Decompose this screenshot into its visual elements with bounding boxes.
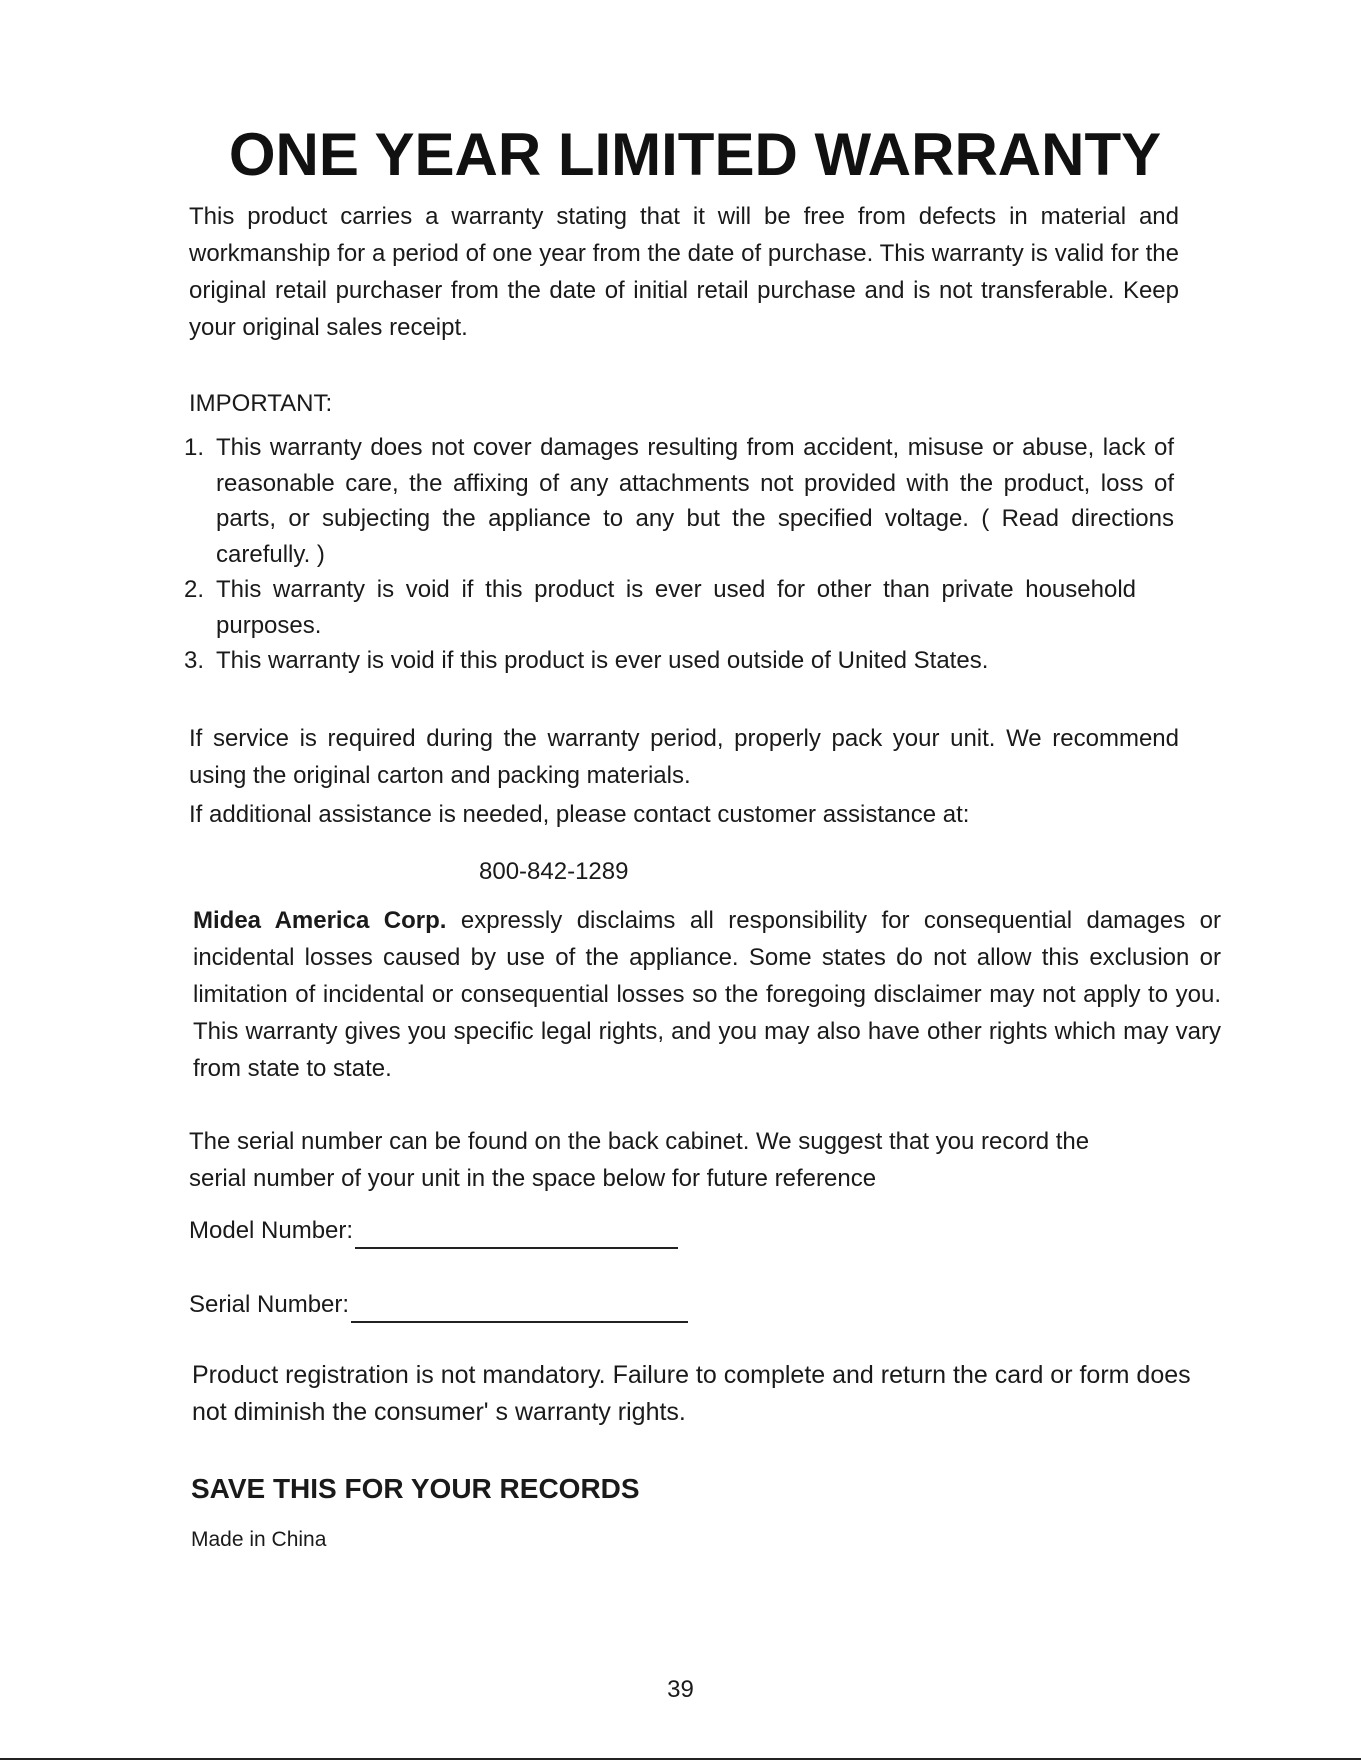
list-item — [184, 643, 1174, 679]
serial-number-blank — [351, 1295, 688, 1323]
page-number: 39 — [667, 1676, 694, 1703]
assistance-paragraph: If additional assistance is needed, please contact customer assistance at: — [189, 801, 970, 828]
important-list — [184, 430, 1174, 679]
serial-note-paragraph: The serial number can be found on the back cabinet. We suggest that you record the serial number of your unit in the space below for future reference — [189, 1128, 1090, 1192]
list-item-number: 3. — [184, 647, 205, 674]
list-item-number: 2. — [184, 576, 205, 603]
model-number-label: Model Number: — [189, 1217, 354, 1244]
model-number-field — [189, 1212, 678, 1249]
disclaimer-text: expressly disclaims all responsibility for consequential damages or incidental losses caused by use of the appliance. Some states do not allow this exclusion or limitation of incidental or consequential losses so the foregoing disclaimer may not apply to you. This warranty gives you specific legal rights, and you may also have other rights which may vary from state to state. — [193, 907, 1222, 1082]
save-heading: SAVE THIS FOR YOUR RECORDS — [191, 1473, 640, 1504]
important-heading: IMPORTANT: — [189, 390, 333, 417]
list-item — [184, 430, 1174, 572]
registration-paragraph: Product registration is not mandatory. Failure to complete and return the card or form does not diminish the consumer' s warranty rights. — [192, 1361, 1191, 1426]
disclaimer-paragraph — [193, 902, 1221, 1087]
list-item-number: 1. — [184, 434, 205, 461]
company-name: Midea America Corp. — [193, 907, 447, 934]
model-number-blank — [355, 1221, 678, 1249]
phone-number: 800-842-1289 — [479, 858, 629, 885]
serial-number-label: Serial Number: — [189, 1291, 350, 1318]
list-item-text: This warranty is void if this product is ever used outside of United States. — [216, 647, 989, 674]
bottom-divider — [0, 1758, 1361, 1760]
serial-number-field — [189, 1286, 688, 1323]
list-item-text: This warranty is void if this product is ever used for other than private household purposes. — [216, 576, 1136, 639]
made-in-label: Made in China — [191, 1528, 327, 1551]
list-item-text: This warranty does not cover damages resulting from accident, misuse or abuse, lack of reasonable care, the affixing of any attachments not provided with the product, loss of parts, or subjecting the appliance to any but the specified voltage. ( Read directions carefully. ) — [216, 434, 1174, 568]
service-paragraph: If service is required during the warranty period, properly pack your unit. We recommend using the original carton and packing materials. — [189, 725, 1179, 789]
page-title: ONE YEAR LIMITED WARRANTY — [228, 121, 1162, 188]
list-item — [184, 572, 1174, 643]
intro-paragraph: This product carries a warranty stating that it will be free from defects in material and workmanship for a period of one year from the date of purchase. This warranty is valid for the original retail purchaser from the date of initial retail purchase and is not transferable. Keep your original sales receipt. — [189, 203, 1179, 341]
